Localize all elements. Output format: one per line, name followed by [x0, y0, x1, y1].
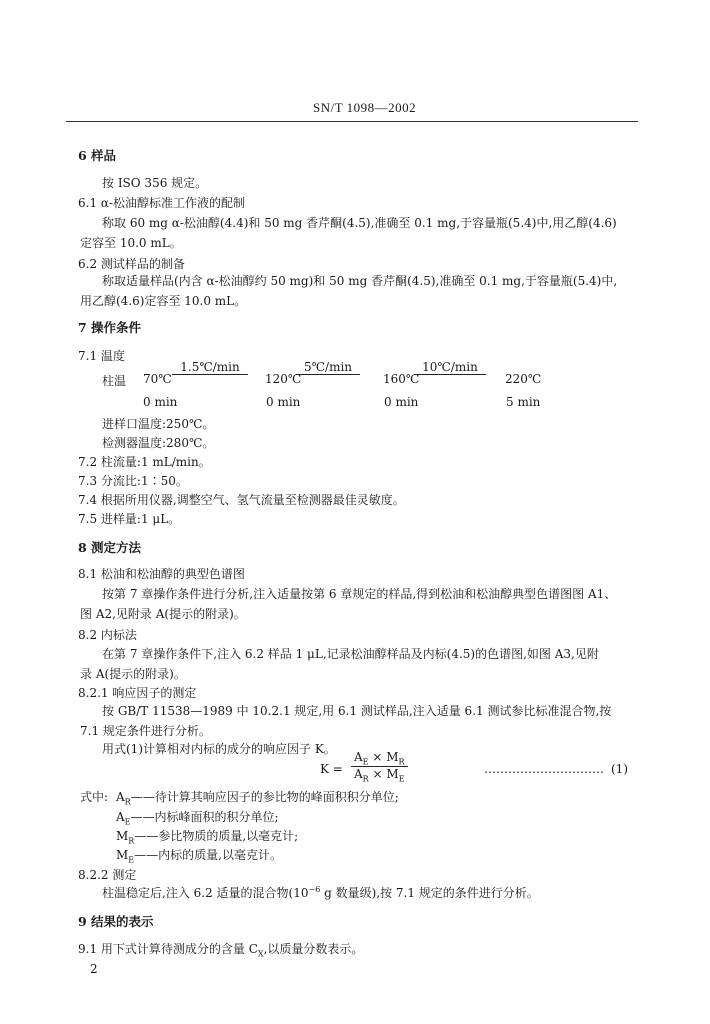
ramp-rate-2: 5℃/min: [296, 360, 360, 375]
section-8-2-1-line3: 用式(1)计算相对内标的成分的响应因子 K。: [102, 742, 336, 756]
hold-time-2: 0 min: [266, 395, 301, 409]
formula-lhs: K =: [320, 762, 343, 776]
section-8-2-1-title: 8.2.1 响应因子的测定: [78, 686, 197, 700]
section-6-text: 按 ISO 356 规定。: [102, 176, 208, 190]
section-8-2-title: 8.2 内标法: [78, 628, 137, 642]
section-6-title: 6 样品: [78, 148, 117, 163]
standard-code-header: SN/T 1098—2002: [313, 100, 417, 115]
formula-numerator: $A_E \times M_R$: [351, 750, 408, 767]
where-item-2: $A_E——$内标峰面积的积分单位;: [116, 810, 279, 827]
where-label: 式中:: [80, 790, 109, 804]
section-7-2: 7.2 柱流量:1 mL/min。: [78, 455, 211, 469]
section-9-title: 9 结果的表示: [78, 914, 154, 929]
section-8-1-line1: 按第 7 章操作条件进行分析,注入适量按第 6 章规定的样品,得到松油和松油醇典型色谱图图 A1、: [102, 587, 617, 601]
section-6-1-line1: 称取 60 mg α-松油醇(4.4)和 50 mg 香芹酮(4.5),准确至 0.1 mg,于容量瓶(5.4)中,用乙醇(4.6): [102, 216, 617, 230]
section-8-2-2-line1: 柱温稳定后,注入 6.2 适量的混合物($10^{-6}$ g 数量级),按 7.1 规定的条件进行分析。: [102, 885, 539, 900]
section-8-2-1-line1: 按 GB/T 11538—1989 中 10.2.1 规定,用 6.1 测试样品,注入适量 6.1 测试参比标准混合物,按: [102, 704, 612, 718]
section-8-2-1-line2: 7.1 规定条件进行分析。: [80, 724, 211, 738]
where-item-1: $A_R——$待计算其响应因子的参比物的峰面积积分单位;: [116, 790, 399, 807]
section-8-2-2-title: 8.2.2 测定: [78, 868, 137, 882]
formula-leader-dots: …………………………: [484, 762, 604, 776]
temp-step-3: 160℃: [383, 372, 420, 386]
ramp-rate-1: 1.5℃/min: [172, 360, 248, 375]
section-8-2-line1: 在第 7 章操作条件下,注入 6.2 样品 1 μL,记录松油醇样品及内标(4.5)的色谱图,如图 A3,见附: [102, 647, 599, 661]
section-7-5: 7.5 进样量:1 μL。: [78, 512, 181, 526]
section-6-2-line2: 用乙醇(4.6)定容至 10.0 mL。: [80, 294, 247, 308]
formula-equation-number: (1): [611, 762, 628, 776]
section-8-1-title: 8.1 松油和松油醇的典型色谱图: [78, 567, 245, 581]
column-temp-label: 柱温: [102, 374, 127, 388]
detector-temp: 检测器温度:280℃。: [102, 436, 215, 450]
section-6-1-line2: 定容至 10.0 mL。: [80, 236, 182, 250]
section-7-1-title: 7.1 温度: [78, 349, 125, 363]
temp-step-1: 70℃: [143, 372, 172, 386]
hold-time-1: 0 min: [143, 395, 178, 409]
where-item-4: $M_E——$内标的质量,以毫克计。: [116, 848, 282, 865]
section-8-title: 8 测定方法: [78, 540, 142, 555]
section-6-2-line1: 称取适量样品(内含 α-松油醇约 50 mg)和 50 mg 香芹酮(4.5),准确至 0.1 mg,于容量瓶(5.4)中,: [102, 274, 618, 288]
section-7-4: 7.4 根据所用仪器,调整空气、氢气流量至检测器最佳灵敏度。: [78, 493, 405, 507]
section-9-1: 9.1 用下式计算待测成分的含量 $C_X$,以质量分数表示。: [78, 942, 364, 959]
section-8-2-line2: 录 A(提示的附录)。: [80, 667, 186, 681]
temp-step-4: 220℃: [505, 372, 542, 386]
hold-time-4: 5 min: [506, 395, 541, 409]
section-7-3: 7.3 分流比:1∶50。: [78, 474, 188, 488]
injector-temp: 进样口温度:250℃。: [102, 417, 215, 431]
section-8-1-line2: 图 A2,见附录 A(提示的附录)。: [80, 607, 246, 621]
formula-denominator: $A_R \times M_E$: [354, 767, 405, 784]
section-6-1-title: 6.1 α-松油醇标准工作液的配制: [78, 196, 246, 210]
header-rule: [66, 121, 638, 122]
ramp-rate-3: 10℃/min: [414, 360, 486, 375]
formula-fraction: [351, 750, 408, 784]
where-item-3: $M_R——$参比物质的质量,以毫克计;: [116, 829, 299, 846]
page-number: 2: [90, 962, 98, 976]
hold-time-3: 0 min: [384, 395, 419, 409]
section-7-title: 7 操作条件: [78, 320, 142, 335]
section-6-2-title: 6.2 测试样品的制备: [78, 257, 185, 271]
temp-step-2: 120℃: [265, 372, 302, 386]
